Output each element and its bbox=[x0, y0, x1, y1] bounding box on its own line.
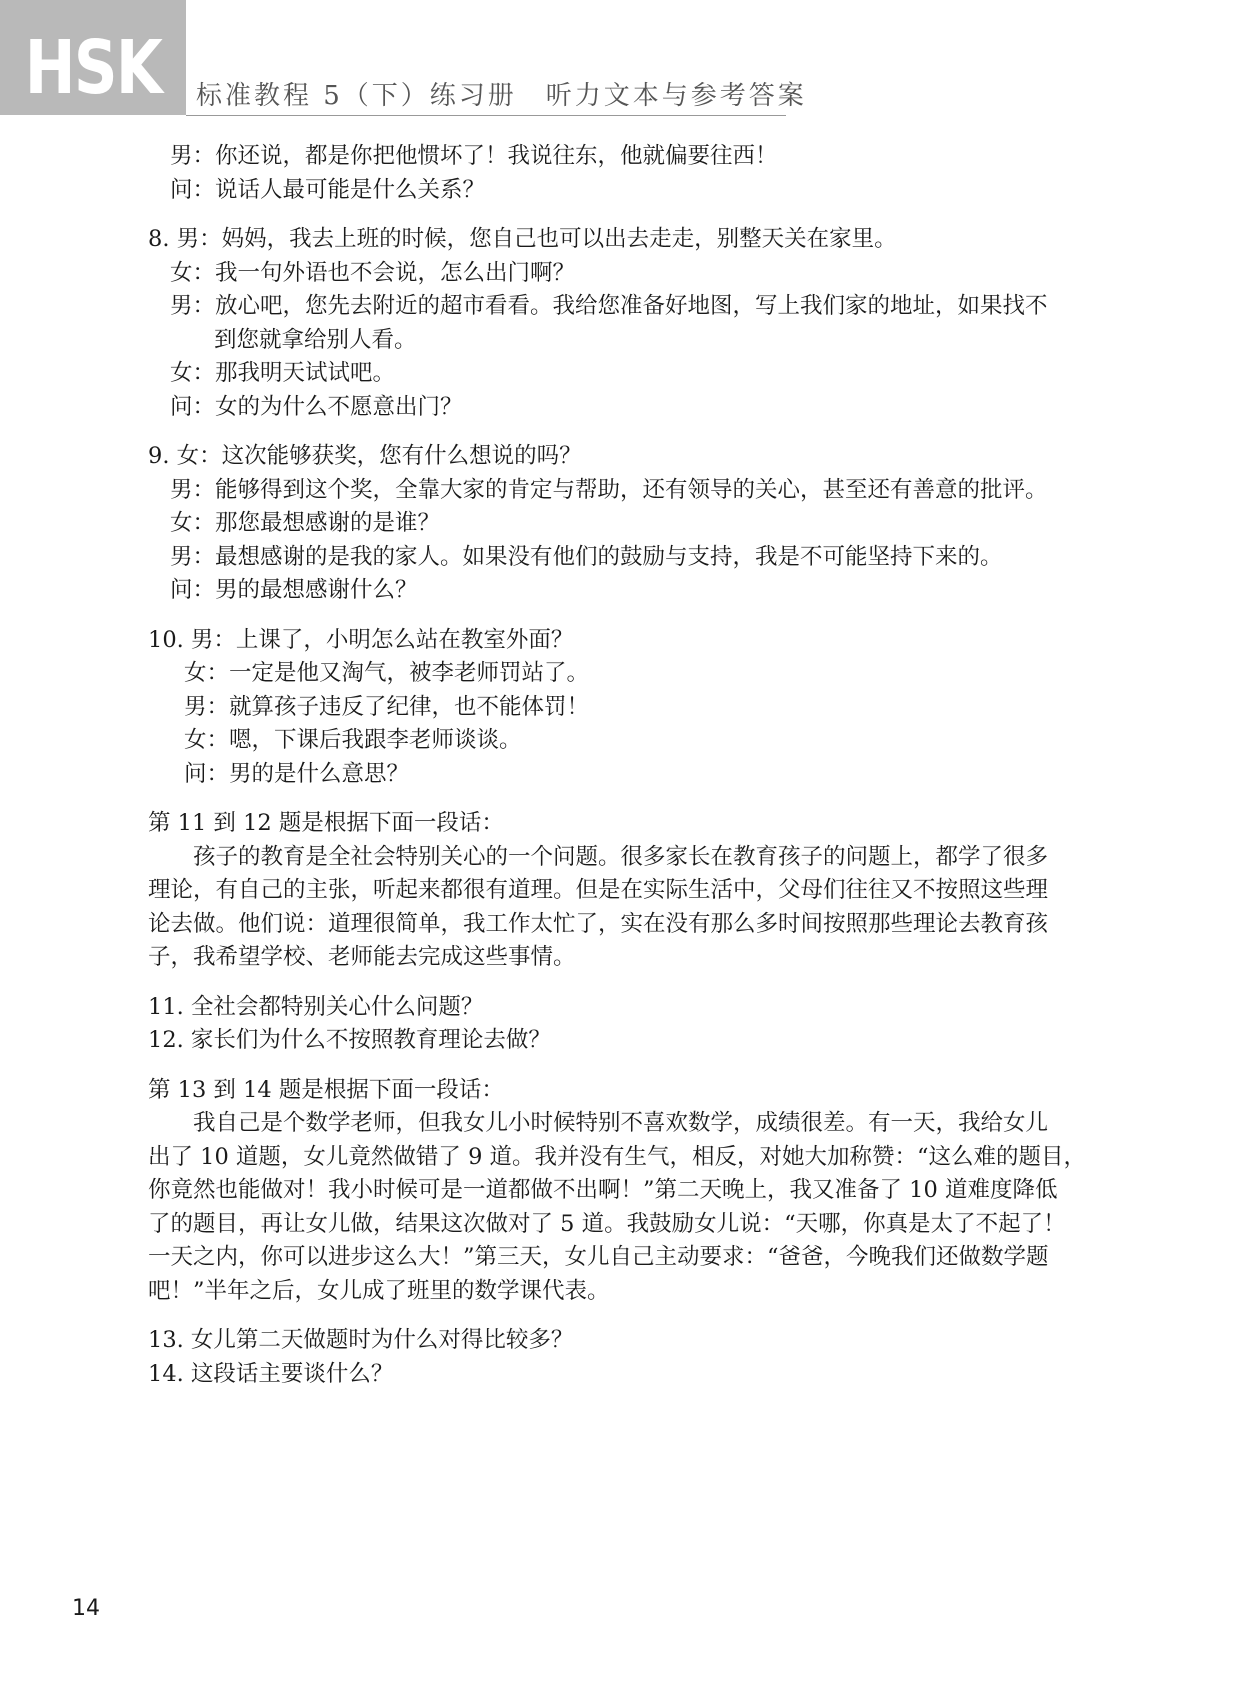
passage-line: 你竟然也能做对！我小时候可是一道都做不出啊！”第二天晚上，我又准备了 10 道难度降低 bbox=[148, 1177, 1058, 1203]
dialogue-line: 10. 男：上课了，小明怎么站在教室外面？ bbox=[148, 626, 574, 653]
dialogue-line: 女：一定是他又淘气，被李老师罚站了。 bbox=[184, 660, 590, 686]
dialogue-line: 女：那我明天试试吧。 bbox=[170, 360, 396, 386]
dialogue-line: 问：说话人最可能是什么关系？ bbox=[170, 176, 486, 203]
passage-line: 论去做。他们说：道理很简单，我工作太忙了，实在没有那么多时间按照那些理论去教育孩 bbox=[148, 910, 1049, 937]
dialogue-line: 男：放心吧，您先去附近的超市看看。我给您准备好地图，写上我们家的地址，如果找不 bbox=[170, 293, 1048, 319]
dialogue-line: 问：男的是什么意思？ bbox=[184, 760, 410, 787]
section-intro: 第 11 到 12 题是根据下面一段话： bbox=[148, 810, 504, 836]
hsk-logo bbox=[0, 0, 186, 115]
dialogue-line: 问：女的为什么不愿意出门？ bbox=[170, 393, 463, 420]
passage-2 bbox=[148, 1107, 1128, 1308]
hsk-logo-text: HSK bbox=[24, 25, 162, 111]
passage-line: 了的题目，再让女儿做，结果这次做对了 5 道。我鼓励女儿说：“天哪，你真是太了不起了！ bbox=[148, 1210, 1066, 1237]
dialogue-line: 8. 男：妈妈，我去上班的时候，您自己也可以出去走走，别整天关在家里。 bbox=[148, 226, 897, 252]
dialogue-line: 到您就拿给别人看。 bbox=[214, 326, 417, 353]
dialogue-line: 问：男的最想感谢什么？ bbox=[170, 577, 418, 603]
section-intro: 第 13 到 14 题是根据下面一段话： bbox=[148, 1076, 504, 1103]
dialogue-line: 男：你还说，都是你把他惯坏了！我说往东，他就偏要往西！ bbox=[170, 143, 778, 169]
question-line: 14. 这段话主要谈什么？ bbox=[148, 1360, 394, 1387]
page-number: 14 bbox=[72, 1596, 100, 1621]
question-line: 12. 家长们为什么不按照教育理论去做？ bbox=[148, 1027, 551, 1053]
dialogue-line: 男：就算孩子违反了纪律，也不能体罚！ bbox=[184, 693, 590, 720]
passage-line: 理论，有自己的主张，听起来都很有道理。但是在实际生活中，父母们往往又不按照这些理 bbox=[148, 877, 1049, 903]
dialogue-line: 男：能够得到这个奖，全靠大家的肯定与帮助，还有领导的关心，甚至还有善意的批评。 bbox=[170, 476, 1048, 503]
passage-line: 我自己是个数学老师，但我女儿小时候特别不喜欢数学，成绩很差。有一天，我给女儿 bbox=[148, 1110, 1049, 1136]
passage-line: 一天之内，你可以进步这么大！”第三天，女儿自己主动要求：“爸爸，今晚我们还做数学题 bbox=[148, 1244, 1049, 1270]
question-line: 13. 女儿第二天做题时为什么对得比较多？ bbox=[148, 1327, 574, 1353]
header-rule bbox=[186, 115, 786, 116]
dialogue-line: 女：我一句外语也不会说，怎么出门啊？ bbox=[170, 259, 576, 286]
passage-line: 孩子的教育是全社会特别关心的一个问题。很多家长在教育孩子的问题上，都学了很多 bbox=[148, 843, 1049, 870]
header-title: 标准教程 5（下）练习册 听力文本与参考答案 bbox=[196, 81, 807, 111]
question-line: 11. 全社会都特别关心什么问题？ bbox=[148, 993, 484, 1020]
page-content bbox=[148, 140, 1128, 1391]
dialogue-line: 女：嗯，下课后我跟李老师谈谈。 bbox=[184, 727, 522, 753]
passage-line: 吧！”半年之后，女儿成了班里的数学课代表。 bbox=[148, 1277, 610, 1304]
passage-line: 子，我希望学校、老师能去完成这些事情。 bbox=[148, 944, 576, 970]
passage-line: 出了 10 道题，女儿竟然做错了 9 道。我并没有生气，相反，对她大加称赞：“这么难的题目， bbox=[148, 1143, 1087, 1170]
dialogue-line: 9. 女：这次能够获奖，您有什么想说的吗？ bbox=[148, 443, 582, 469]
dialogue-line: 男：最想感谢的是我的家人。如果没有他们的鼓励与支持，我是不可能坚持下来的。 bbox=[170, 543, 1003, 570]
dialogue-line: 女：那您最想感谢的是谁？ bbox=[170, 510, 441, 536]
passage-1 bbox=[148, 841, 1128, 975]
